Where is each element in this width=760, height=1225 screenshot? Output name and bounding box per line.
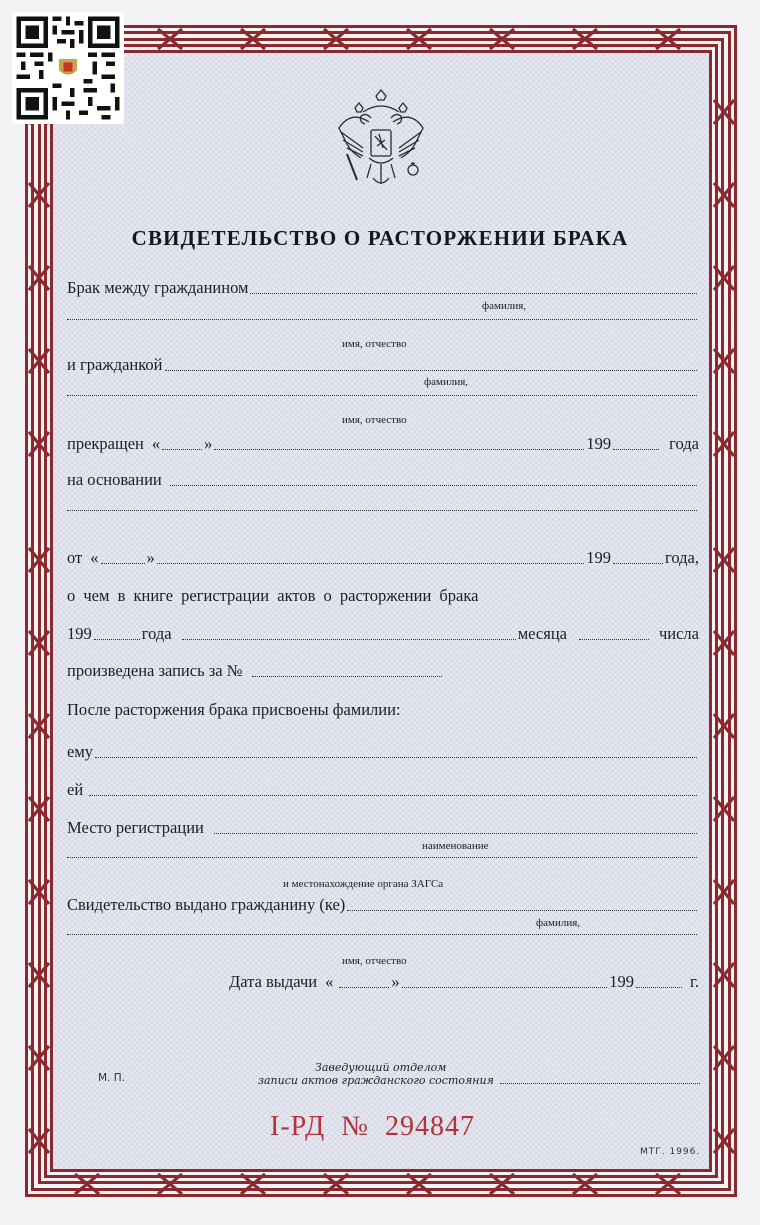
from-year-suffix: года, bbox=[665, 548, 699, 567]
basis-label: на основании bbox=[67, 470, 162, 489]
registration-row bbox=[67, 818, 699, 838]
terminated-year-prefix: 199 bbox=[586, 434, 612, 453]
record-label: произведена запись за № bbox=[67, 661, 243, 680]
terminated-year-field[interactable] bbox=[613, 448, 659, 450]
issue-month-field[interactable] bbox=[402, 986, 608, 988]
registration-row-2 bbox=[67, 856, 699, 862]
her-label: ей bbox=[67, 780, 84, 799]
serial-number-value: 294847 bbox=[384, 1111, 475, 1142]
registration-name-hint: наименование bbox=[422, 840, 489, 852]
terminated-year-suffix: года bbox=[669, 434, 699, 453]
head-signature-field[interactable] bbox=[500, 1082, 700, 1084]
book-date-row bbox=[67, 624, 699, 644]
surnames-label: После расторжения брака присвоены фамилии: bbox=[67, 700, 401, 719]
registration-location-field[interactable] bbox=[67, 856, 697, 858]
husband-surname-row bbox=[67, 278, 699, 298]
terminated-open-quote: « bbox=[151, 434, 161, 453]
serial-number-sign: № bbox=[341, 1111, 369, 1142]
husband-surname-hint: фамилия, bbox=[482, 300, 527, 312]
registration-name-field[interactable] bbox=[214, 832, 697, 834]
issue-year-suffix: г. bbox=[689, 972, 699, 991]
wife-surname-row bbox=[67, 355, 699, 375]
issued-surname-field[interactable] bbox=[347, 909, 697, 911]
wife-name-field[interactable] bbox=[67, 394, 697, 396]
book-year-prefix: 199 bbox=[67, 624, 92, 643]
serial-number bbox=[270, 1111, 475, 1143]
serial-series: I-РД bbox=[270, 1111, 326, 1142]
terminated-month-field[interactable] bbox=[214, 448, 584, 450]
him-row bbox=[67, 742, 699, 762]
book-month-field[interactable] bbox=[182, 638, 516, 640]
book-month-suffix: месяца bbox=[517, 624, 567, 643]
issue-open-quote: « bbox=[325, 972, 334, 991]
him-surname-field[interactable] bbox=[95, 756, 697, 758]
head-title-line2: записи актов гражданского состояния bbox=[258, 1074, 494, 1087]
terminated-close-quote: » bbox=[204, 434, 213, 453]
from-year-field[interactable] bbox=[613, 562, 663, 564]
head-title-line1: Заведующий отделом bbox=[315, 1061, 447, 1074]
printer-mark: МТГ. 1996. bbox=[640, 1147, 701, 1157]
husband-name-field[interactable] bbox=[67, 318, 697, 320]
from-year-prefix: 199 bbox=[586, 548, 612, 567]
record-row bbox=[67, 661, 699, 681]
husband-surname-field[interactable] bbox=[250, 292, 697, 294]
issue-date-row bbox=[229, 972, 699, 992]
from-row bbox=[67, 548, 699, 568]
husband-name-hint: имя, отчество bbox=[342, 338, 407, 350]
her-row bbox=[67, 780, 699, 800]
wife-name-row bbox=[67, 394, 699, 400]
book-day-field[interactable] bbox=[579, 638, 649, 640]
basis-field-2[interactable] bbox=[67, 509, 697, 511]
issue-year-field[interactable] bbox=[636, 986, 682, 988]
issue-close-quote: » bbox=[391, 972, 400, 991]
head-signature-row bbox=[258, 1074, 702, 1087]
from-close-quote: » bbox=[146, 548, 155, 567]
issue-day-field[interactable] bbox=[339, 986, 389, 988]
terminated-day-field[interactable] bbox=[162, 448, 202, 450]
book-year-field[interactable] bbox=[94, 638, 140, 640]
issue-year-prefix: 199 bbox=[609, 972, 634, 991]
issued-to-label: Свидетельство выдано гражданину (ке) bbox=[67, 895, 346, 914]
husband-label: Брак между гражданином bbox=[67, 278, 249, 297]
registration-location-hint: и местонахождение органа ЗАГСа bbox=[283, 878, 444, 890]
surnames-row bbox=[67, 700, 699, 720]
wife-label: и гражданкой bbox=[67, 355, 163, 374]
issued-surname-hint: фамилия, bbox=[536, 917, 581, 929]
coat-of-arms-emblem bbox=[333, 88, 429, 198]
document-title: СВИДЕТЕЛЬСТВО О РАСТОРЖЕНИИ БРАКА bbox=[131, 226, 629, 250]
book-day-suffix: числа bbox=[658, 624, 699, 643]
issued-name-field[interactable] bbox=[67, 933, 697, 935]
basis-row bbox=[67, 470, 699, 490]
record-number-field[interactable] bbox=[252, 675, 442, 677]
issued-name-row bbox=[67, 933, 699, 939]
basis-field[interactable] bbox=[170, 484, 697, 486]
stamp-place-label: М. П. bbox=[98, 1072, 125, 1084]
wife-name-hint: имя, отчество bbox=[342, 414, 407, 426]
from-month-field[interactable] bbox=[157, 562, 585, 564]
wife-surname-hint: фамилия, bbox=[424, 376, 469, 388]
book-row bbox=[67, 586, 699, 606]
registration-label: Место регистрации bbox=[67, 818, 204, 837]
issued-to-row bbox=[67, 895, 699, 915]
from-label: от bbox=[67, 548, 83, 567]
him-label: ему bbox=[67, 742, 94, 761]
husband-name-row bbox=[67, 318, 699, 324]
qr-code bbox=[12, 12, 124, 124]
from-day-field[interactable] bbox=[101, 562, 145, 564]
basis-row-2 bbox=[67, 509, 699, 515]
issued-name-hint: имя, отчество bbox=[342, 955, 407, 967]
her-surname-field[interactable] bbox=[89, 794, 697, 796]
wife-surname-field[interactable] bbox=[165, 369, 697, 371]
book-text: о чем в книге регистрации актов о расторжении брака bbox=[67, 586, 479, 605]
from-open-quote: « bbox=[90, 548, 99, 567]
issue-date-label: Дата выдачи bbox=[229, 972, 318, 991]
book-year-suffix: года bbox=[141, 624, 172, 643]
terminated-row bbox=[67, 434, 699, 454]
terminated-label: прекращен bbox=[67, 434, 144, 453]
